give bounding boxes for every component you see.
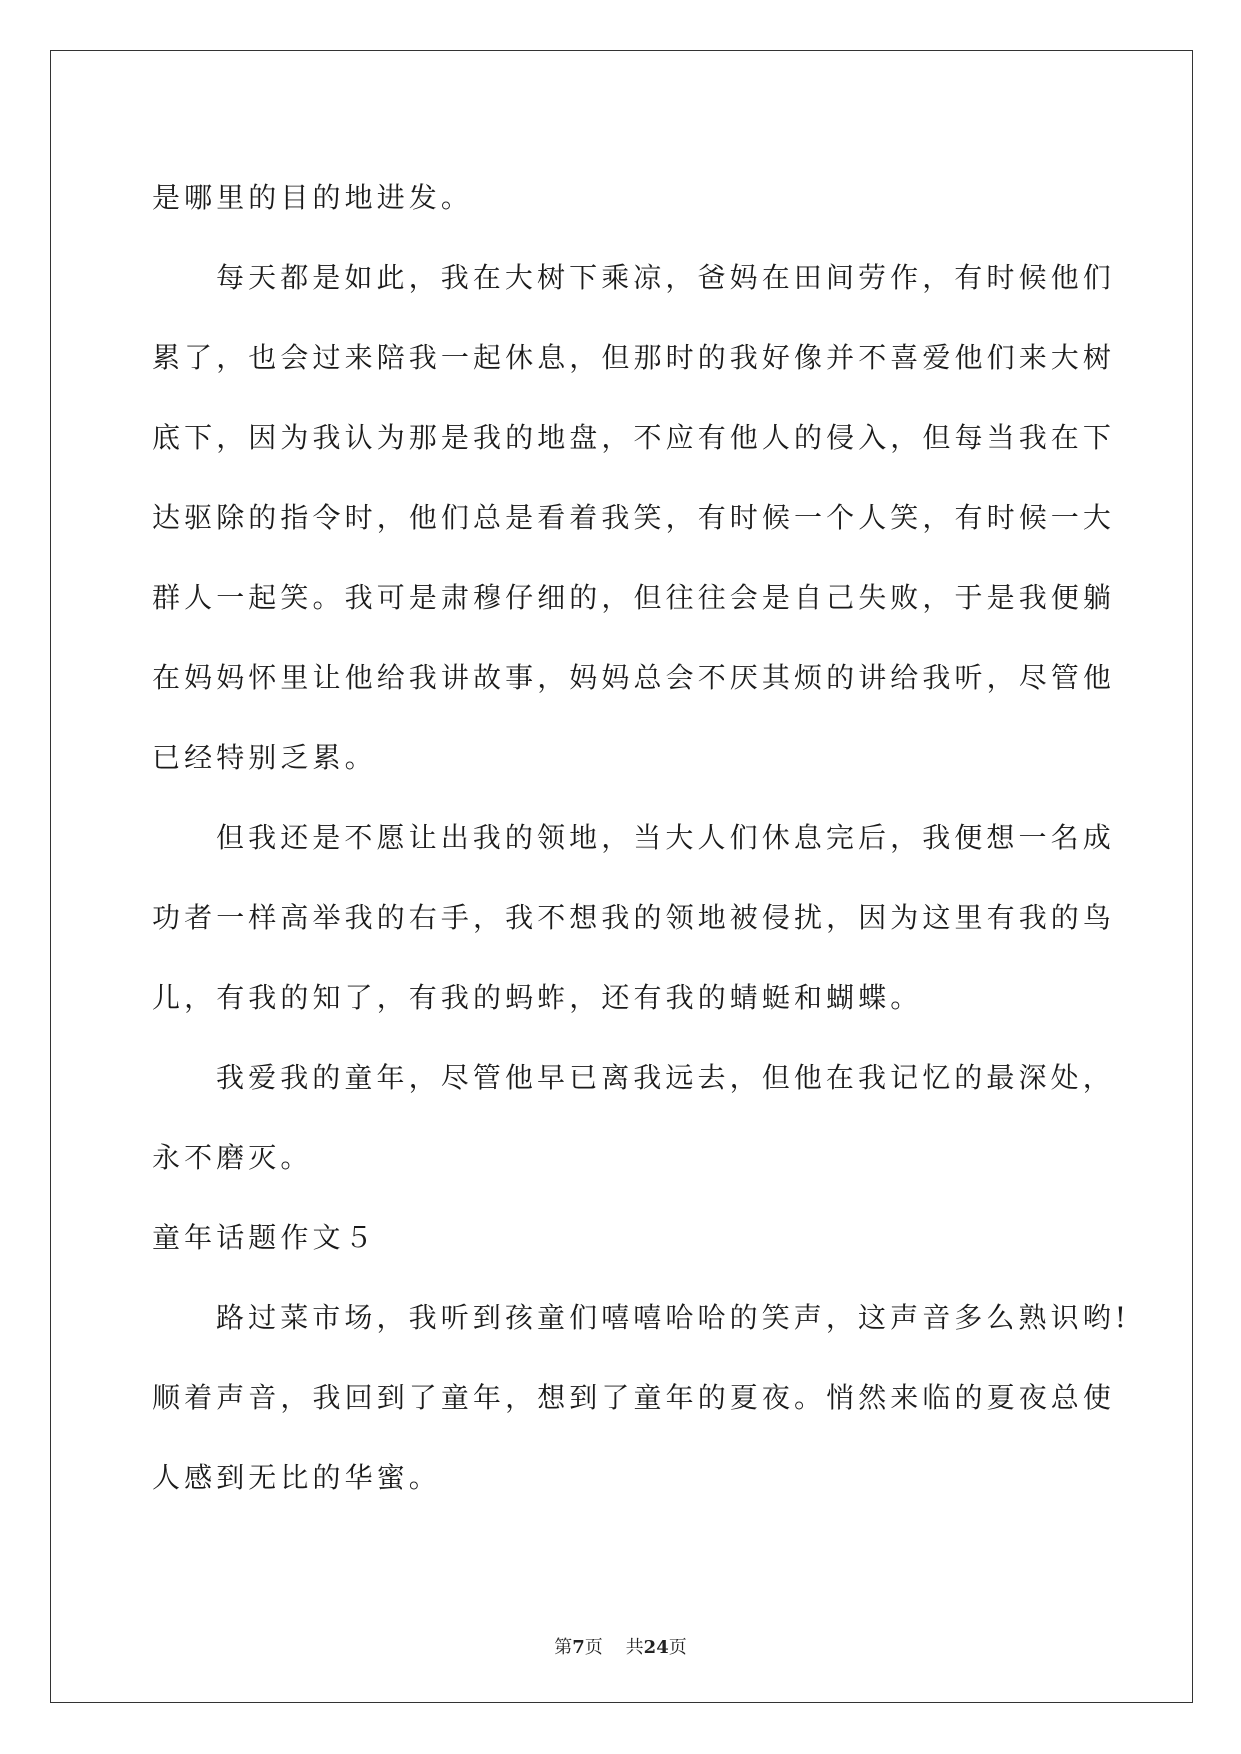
total-suffix: 页 — [668, 1637, 687, 1658]
text-line: 是哪里的目的地进发。 — [152, 181, 474, 214]
text-line: 人感到无比的华蜜。 — [152, 1461, 441, 1494]
text-line: 群人一起笑。我可是肃穆仔细的，但往往会是自己失败，于是我便躺 — [152, 581, 1116, 614]
paragraph-start-line: 路过菜市场，我听到孩童们嘻嘻哈哈的笑声，这声音多么熟识哟! — [216, 1301, 1131, 1334]
page-number: 7 — [572, 1637, 585, 1658]
text-line: 顺着声音，我回到了童年，想到了童年的夏夜。悄然来临的夏夜总使 — [152, 1381, 1116, 1414]
text-line: 功者一样高举我的右手，我不想我的领地被侵扰，因为这里有我的鸟 — [152, 901, 1116, 934]
text-line: 永不磨灭。 — [152, 1141, 313, 1174]
text-line: 达驱除的指令时，他们总是看着我笑，有时候一个人笑，有时候一大 — [152, 501, 1116, 534]
text-line: 儿，有我的知了，有我的蚂蚱，还有我的蜻蜓和蝴蝶。 — [152, 981, 923, 1014]
text-line: 在妈妈怀里让他给我讲故事，妈妈总会不厌其烦的讲给我听，尽管他 — [152, 661, 1116, 694]
page-prefix: 第 — [554, 1637, 573, 1658]
section-heading: 童年话题作文５ — [152, 1221, 377, 1254]
text-line: 底下，因为我认为那是我的地盘，不应有他人的侵入，但每当我在下 — [152, 421, 1116, 454]
text-line: 已经特别乏累。 — [152, 741, 377, 774]
page-footer — [0, 1633, 1241, 1659]
text-line: 累了，也会过来陪我一起休息，但那时的我好像并不喜爱他们来大树 — [152, 341, 1116, 374]
total-prefix: 共 — [625, 1637, 644, 1658]
paragraph-start-line: 每天都是如此，我在大树下乘凉，爸妈在田间劳作，有时候他们 — [216, 261, 1115, 294]
paragraph-start-line: 我爱我的童年，尽管他早已离我远去，但他在我记忆的最深处， — [216, 1061, 1115, 1094]
paragraph-start-line: 但我还是不愿让出我的领地，当大人们休息完后，我便想一名成 — [216, 821, 1115, 854]
page-suffix: 页 — [584, 1637, 603, 1658]
document-body — [152, 158, 1131, 1518]
total-pages: 24 — [643, 1637, 669, 1658]
